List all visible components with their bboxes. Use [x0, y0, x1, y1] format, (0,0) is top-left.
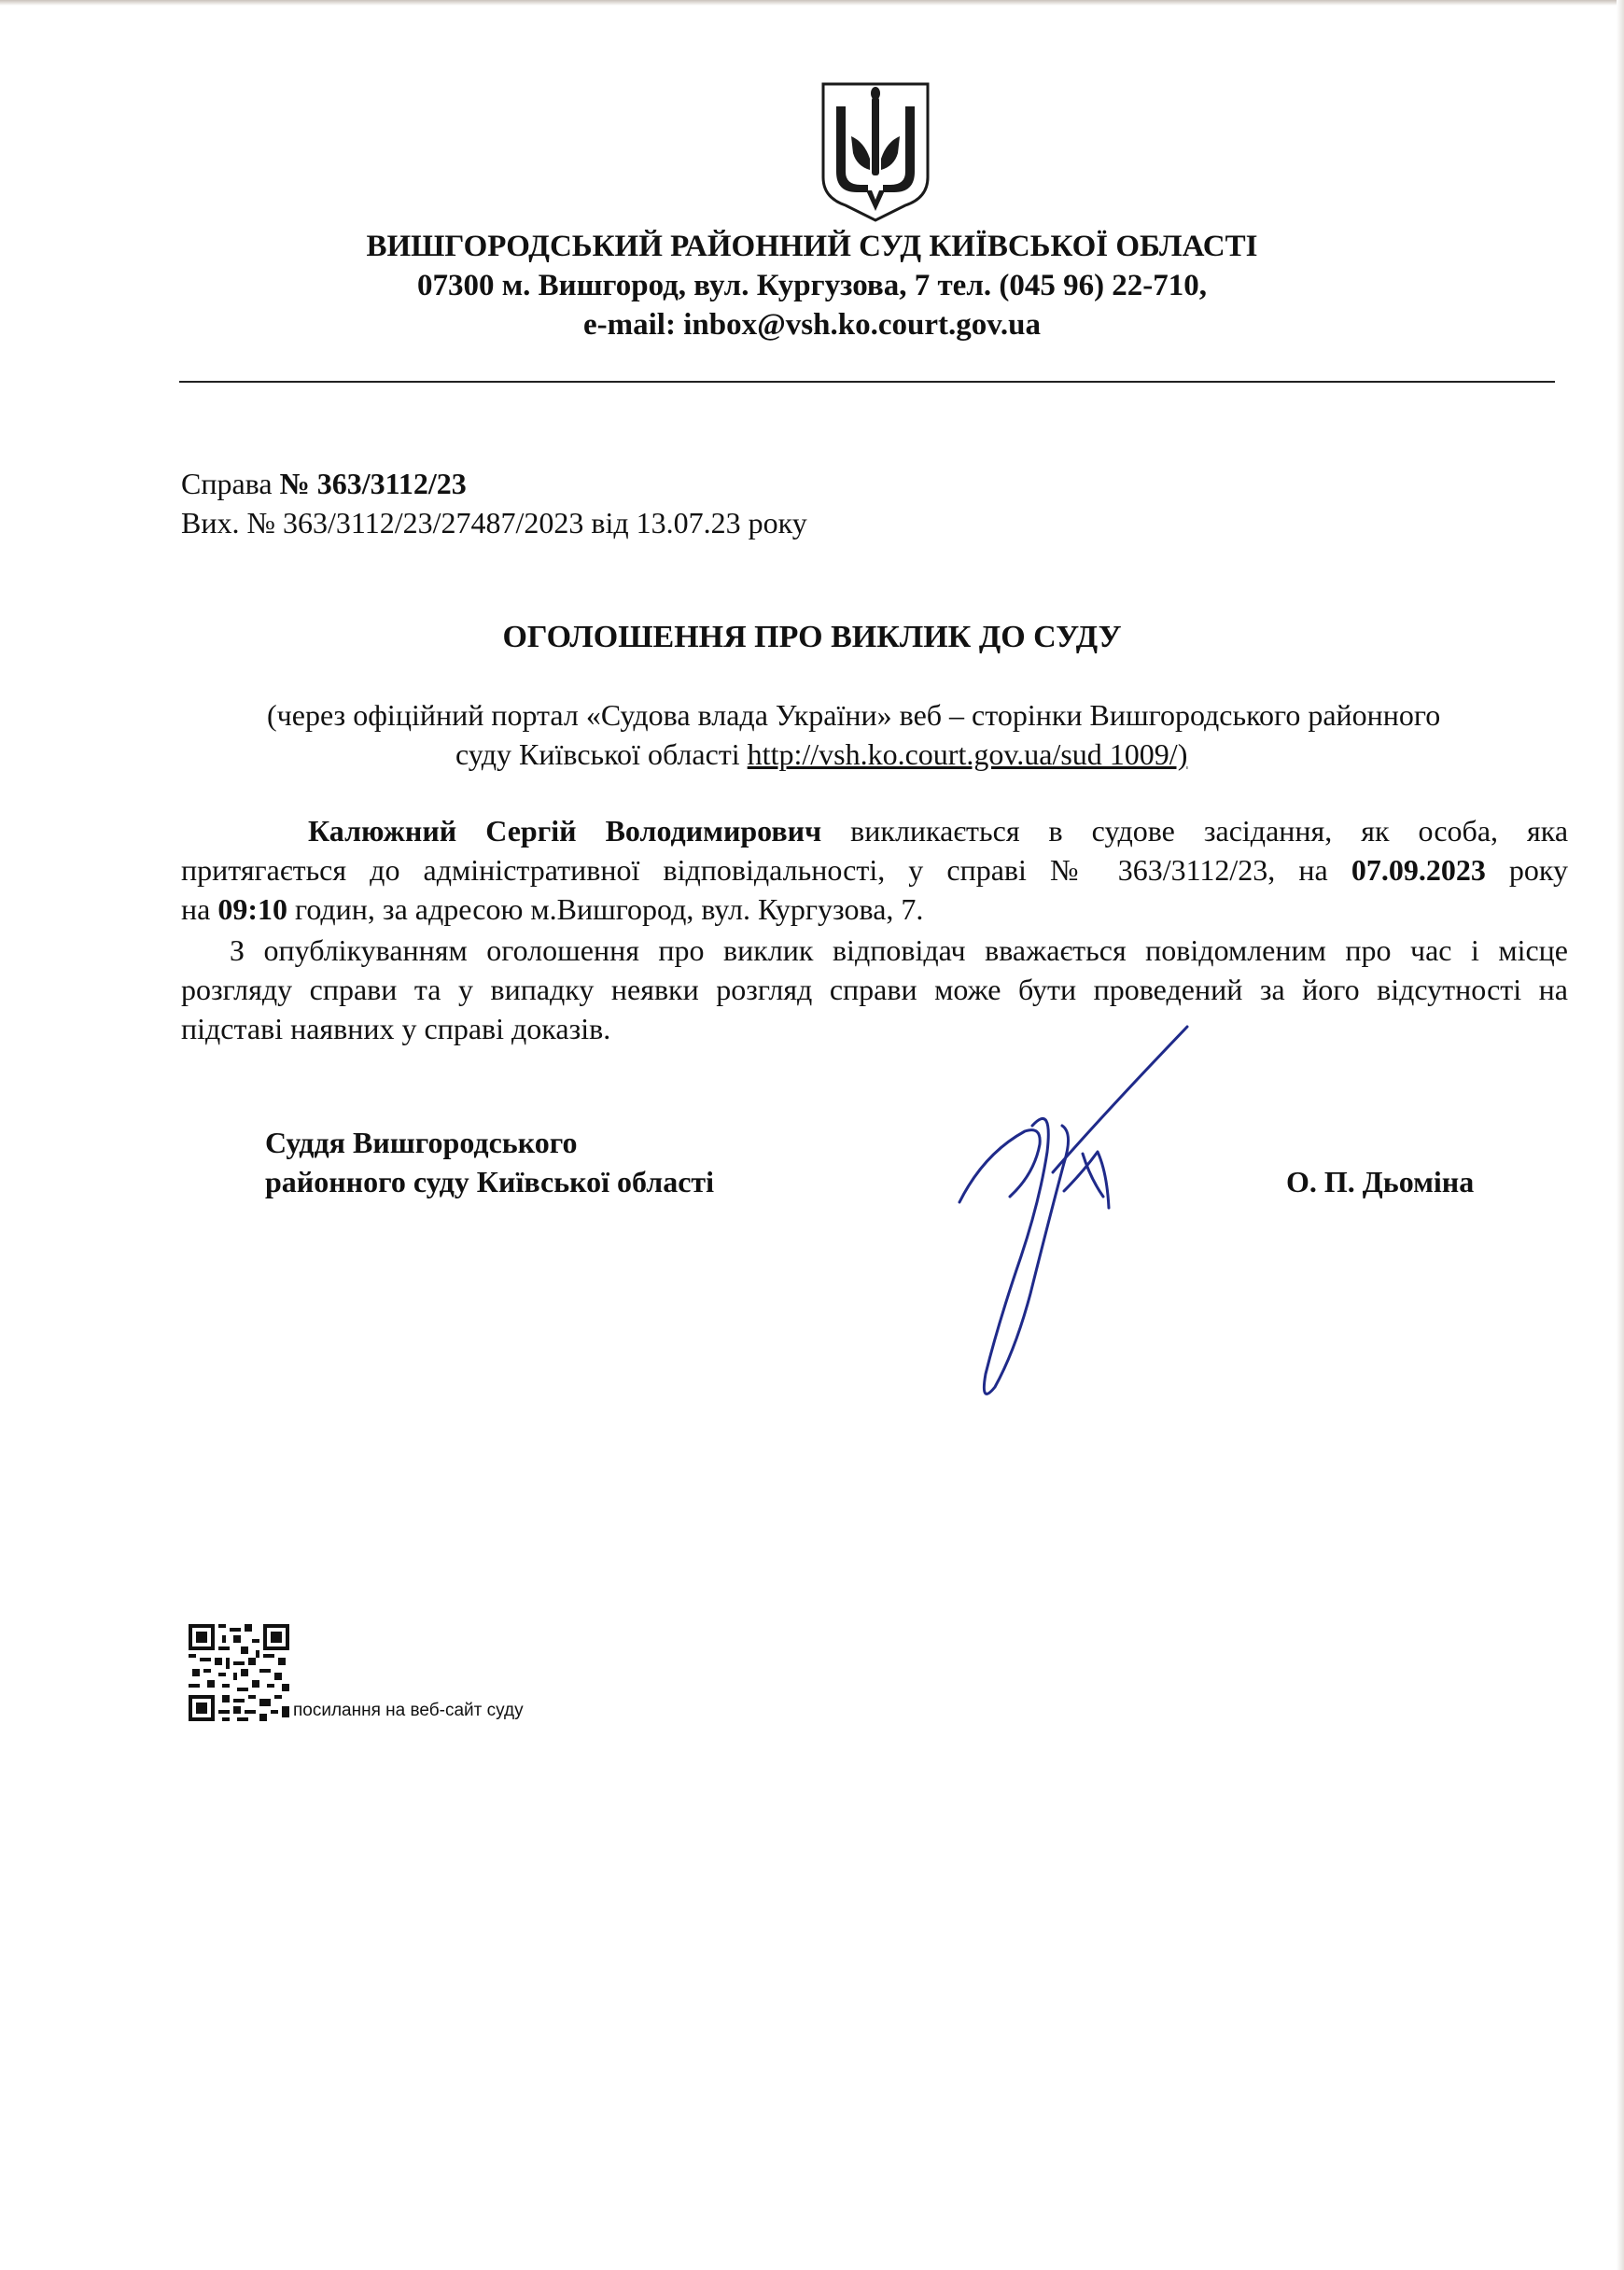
qr-code-icon — [189, 1624, 289, 1721]
summons-line2: притягається до адміністративної відповідальності, у справі № 363/3112/23, на 07.09.2023 року — [181, 853, 1569, 887]
summons-line1-rest: викликається в судове засідання, як особа, яка — [850, 814, 1569, 848]
handwritten-signature — [943, 1014, 1204, 1424]
court-website-link[interactable]: http://vsh.ko.court.gov.ua/sud 1009/) — [747, 737, 1188, 771]
notice-line2: розгляду справи та у випадку неявки розгляд справи може бути проведений за його відсутності на — [181, 973, 1568, 1006]
via-portal-line2 — [455, 737, 1187, 772]
court-name: ВИШГОРОДСЬКИЙ РАЙОННИЙ СУД КИЇВСЬКОЇ ОБЛАСТІ — [366, 230, 1258, 263]
notice-line3: підставі наявних у справі доказів. — [181, 1012, 611, 1045]
header-divider — [179, 381, 1555, 383]
case-reference — [181, 467, 467, 501]
via-portal-line1: (через офіційний портал «Судова влада України» веб – сторінки Вишгородського районного — [267, 698, 1441, 732]
case-number: № 363/3112/23 — [279, 467, 467, 500]
hearing-time: 09:10 — [217, 892, 287, 926]
scan-edge-top — [0, 0, 1624, 6]
judge-title-line2: районного суду Київської області — [265, 1165, 714, 1198]
judge-title-line1: Суддя Вишгородського — [265, 1126, 578, 1159]
page-title: ОГОЛОШЕННЯ ПРО ВИКЛИК ДО СУДУ — [502, 620, 1122, 654]
court-address-phone: 07300 м. Вишгород, вул. Кургузова, 7 тел. (045 96) 22-710, — [416, 269, 1208, 302]
hearing-date: 07.09.2023 — [1351, 853, 1486, 887]
case-label: Справа — [181, 467, 273, 500]
notice-line1: З опублікуванням оголошення про виклик відповідач вважається повідомленим про час і місце — [230, 933, 1568, 967]
judge-name: О. П. Дьоміна — [1286, 1165, 1475, 1198]
person-name: Калюжний Сергій Володимирович — [308, 814, 822, 848]
coat-of-arms-icon — [819, 80, 931, 224]
summons-line3: на 09:10 годин, за адресою м.Вишгород, вул. Кургузова, 7. — [181, 892, 924, 926]
outgoing-number: Вих. № 363/3112/23/27487/2023 від 13.07.23 року — [181, 506, 807, 539]
via-portal-prefix: суду Київської області — [455, 737, 748, 771]
summons-line1 — [308, 814, 1568, 848]
court-email: e-mail: inbox@vsh.ko.court.gov.ua — [583, 308, 1041, 342]
qr-caption: посилання на веб-сайт суду — [293, 1701, 524, 1720]
